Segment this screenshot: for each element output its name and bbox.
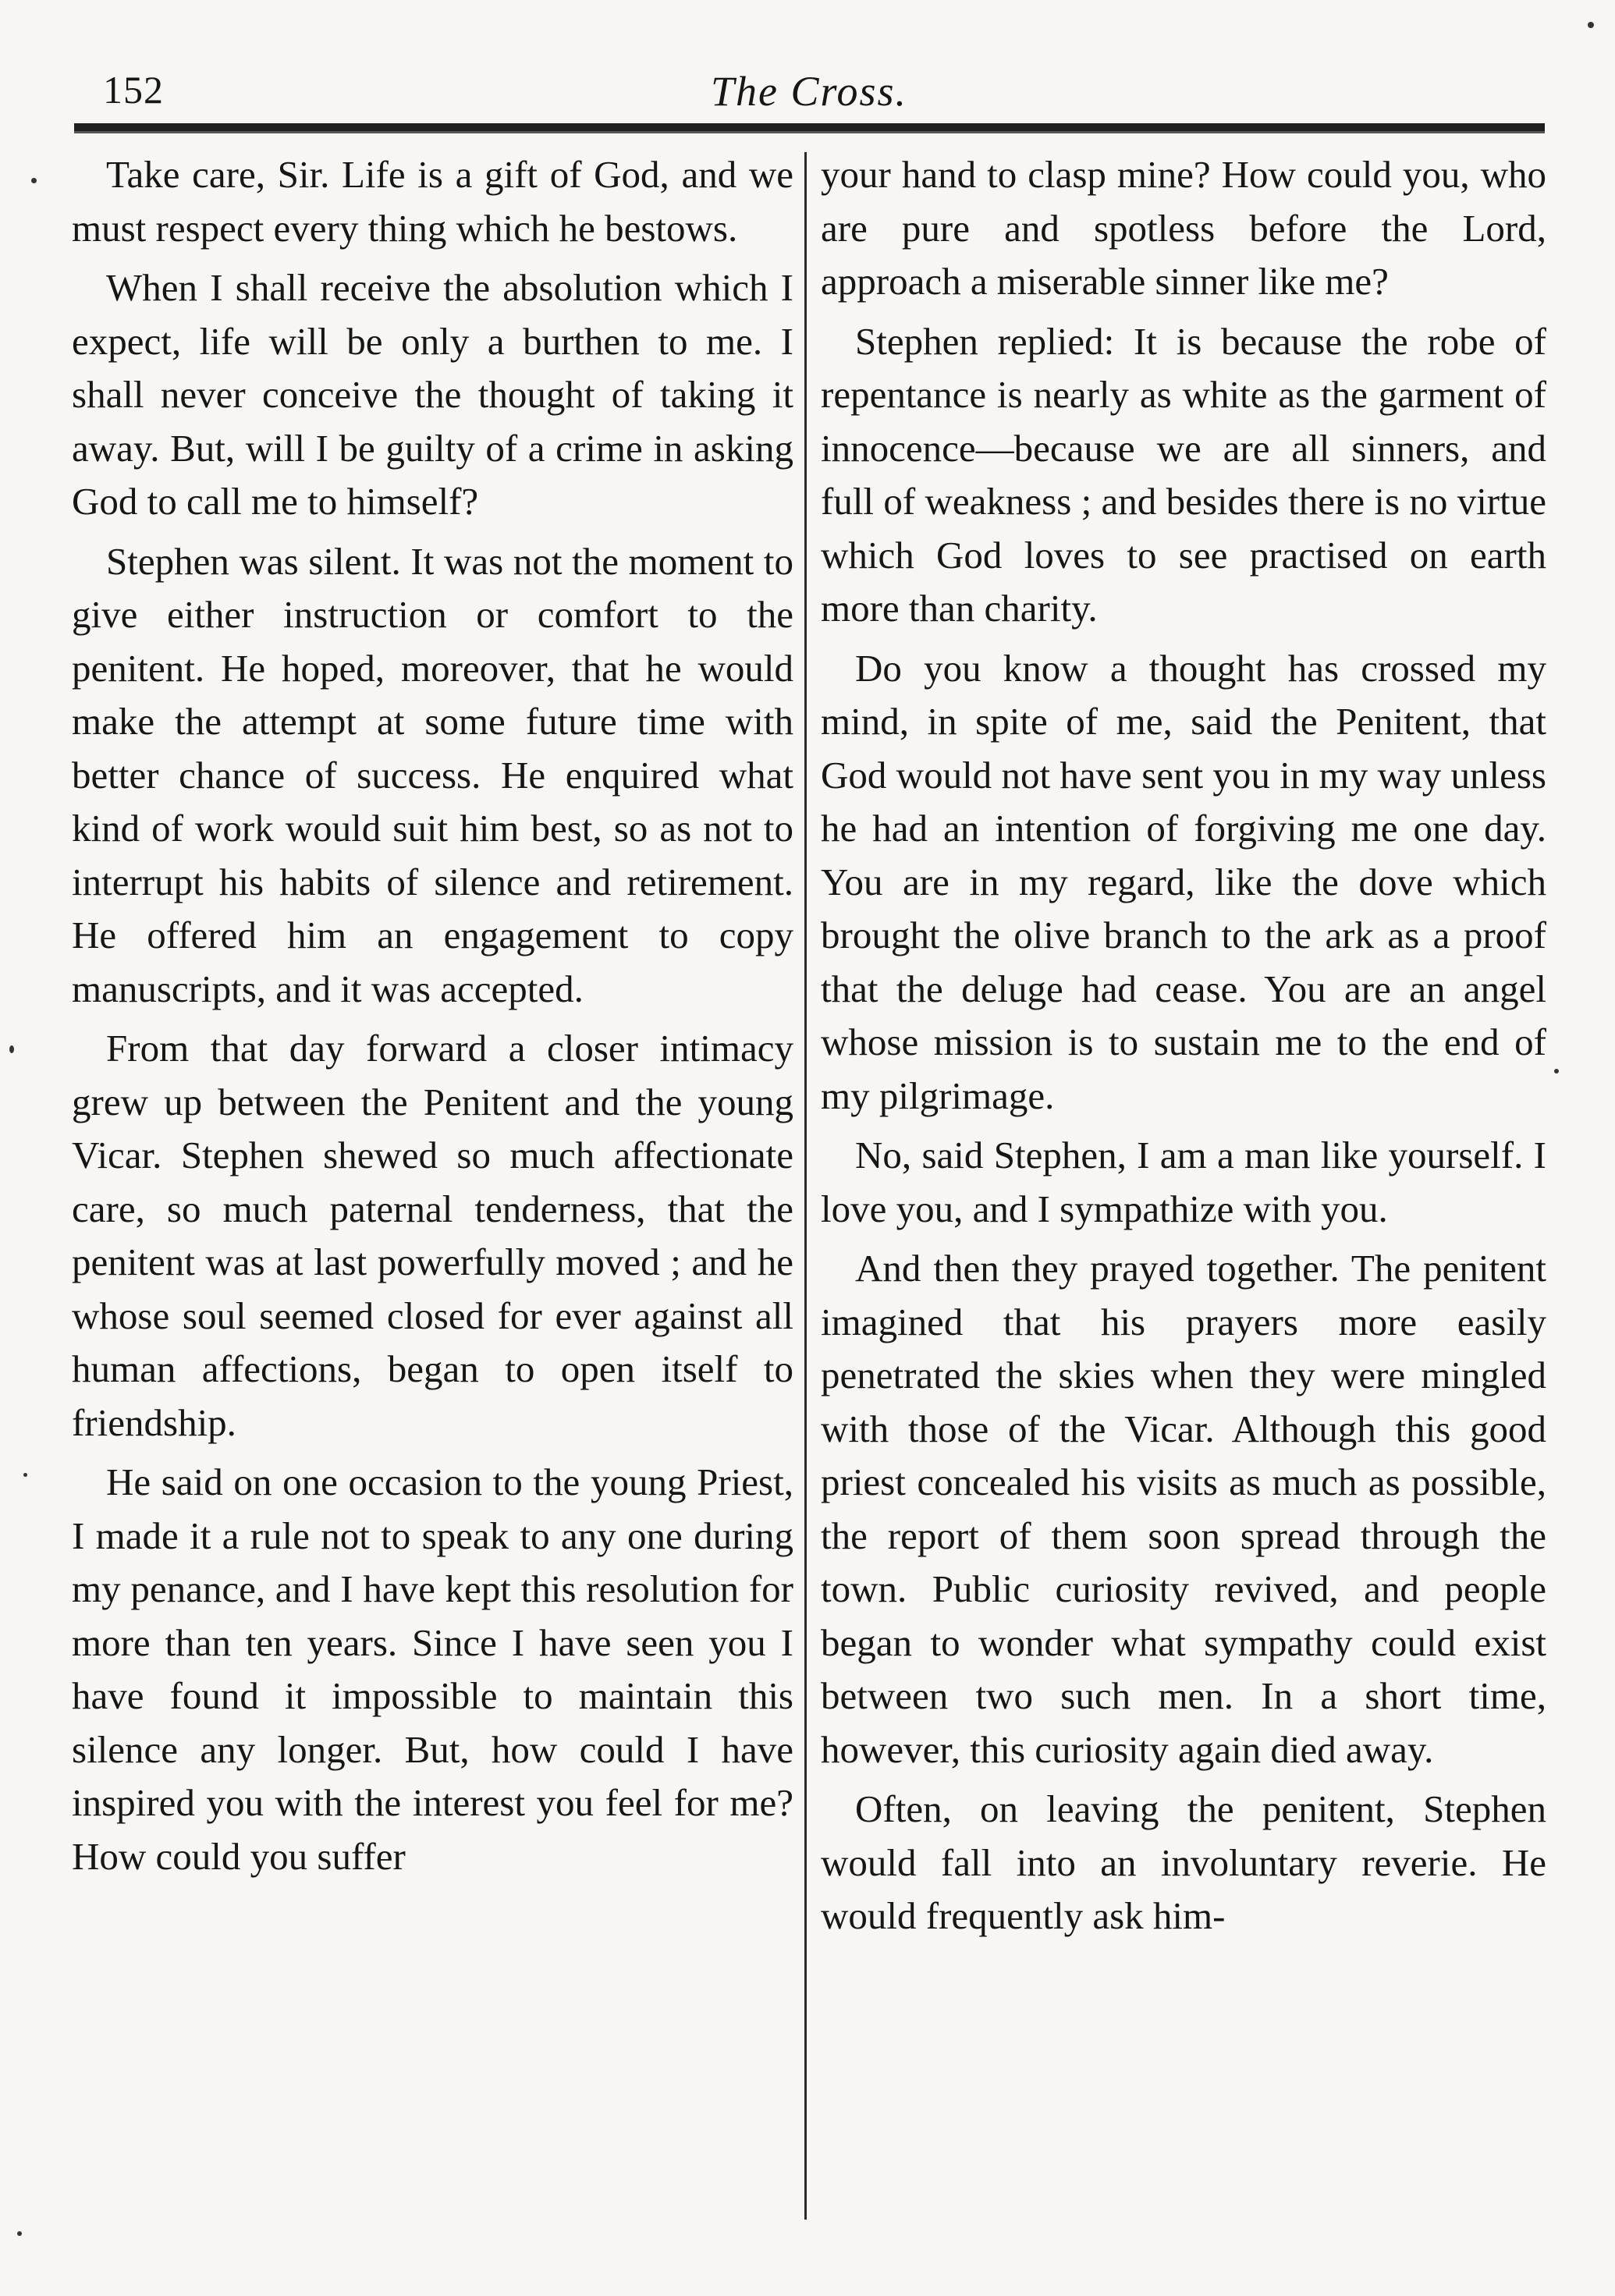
paragraph: When I shall receive the absolution which I expect, life will be only a burthen to me. I shall never conceive the thought of taking it away. But, will I be guilty of a crime in asking God to call me to himself? (72, 266, 793, 523)
paragraph: Stephen was silent. It was not the moment to give either instruction or comfort to the penitent. He hoped, moreover, that he would make the attempt at some future time with better chance of success. He enquired what kind of work would suit him best, so as not to interrupt his habits of silence and retirement. He offered him an engagement to copy manuscripts, and it was accepted. (72, 539, 793, 1010)
ink-speck (17, 2231, 22, 2236)
paragraph: From that day forward a closer intimacy grew up between the Penitent and the young Vicar. Stephen shewed so much affectionate care, so much paternal tenderness, that the penitent was at last powerfully moved ; and he whose soul seemed closed for ever against all human affections, began to open itself to friendship. (72, 1027, 793, 1444)
ink-speck (9, 1045, 14, 1053)
header-rule (74, 123, 1545, 133)
paragraph-continued: your hand to clasp mine? How could you, who are pure and spotless before the Lord, approach a miserable sinner like me? (821, 153, 1546, 303)
paragraph: Do you know a thought has crossed my mind, in spite of me, said the Penitent, that God would not have sent you in my way unless he had an intention of forgiving me one day. You are in my regard, like the dove which brought the olive branch to the ark as a proof that the deluge had cease. You are an angel whose mission is to sustain me to the end of my pilgrimage. (821, 646, 1546, 1117)
ink-speck (1588, 22, 1594, 28)
ink-speck (23, 1473, 27, 1477)
paragraph: Take care, Sir. Life is a gift of God, and we must respect every thing which he bestows. (72, 153, 793, 250)
page-number: 152 (103, 68, 164, 112)
left-column (72, 148, 793, 1890)
paragraph: And then they prayed together. The penitent imagined that his prayers more easily penetrated the skies when they were mingled with those of the Vicar. Although this good priest concealed his visits as much as possible, the report of them soon spread through the town. Public curiosity revived, and people began to wonder what sympathy could exist between two such men. In a short time, however, this curiosity again died away. (821, 1247, 1546, 1771)
paragraph: Often, on leaving the penitent, Stephen would fall into an involuntary reverie. He would frequently ask him- (821, 1787, 1546, 1937)
running-title: The Cross. (710, 68, 908, 115)
paragraph: He said on one occasion to the young Priest, I made it a rule not to speak to any one during my penance, and I have kept this resolution for more than ten years. Since I have seen you I have found it impossible to maintain this silence any longer. But, how could I have inspired you with the interest you feel for me? How could you suffer (72, 1460, 793, 1878)
ink-speck (1554, 1069, 1559, 1073)
paragraph: No, said Stephen, I am a man like yourself. I love you, and I sympathize with you. (821, 1134, 1546, 1230)
ink-speck (31, 178, 37, 183)
page-header (72, 61, 1546, 123)
right-column (821, 148, 1546, 1950)
column-divider (804, 152, 807, 2220)
paragraph: Stephen replied: It is because the robe of repentance is nearly as white as the garment of innocence—because we are all sinners, and full of weakness ; and besides there is no virtue which God loves to see practised on earth more than charity. (821, 319, 1546, 630)
